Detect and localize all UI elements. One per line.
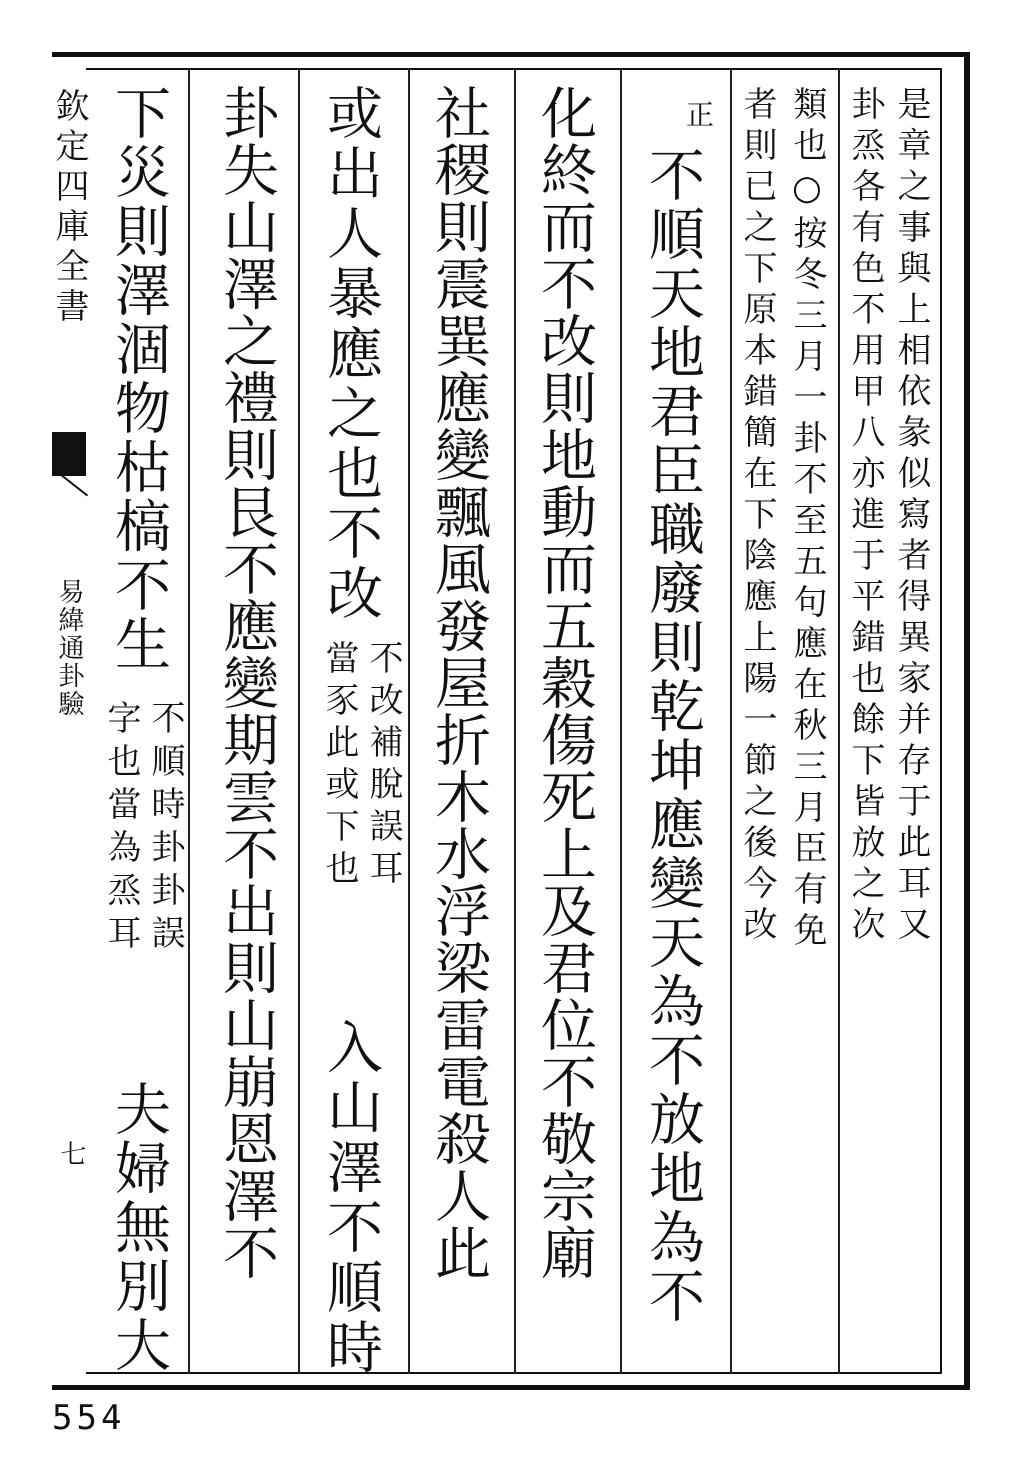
text-column-9: 卦失山澤之禮則艮不應變期雲不出則山崩恩澤不 xyxy=(214,84,279,1281)
margin-book-title: 易緯通卦驗 xyxy=(54,578,84,718)
column-rule xyxy=(298,68,300,1374)
column-rule xyxy=(730,68,732,1374)
text-column-8-tail: 入山澤不順時 xyxy=(318,1018,383,1378)
column-rule xyxy=(514,68,516,1374)
text-column-3: 類也○按冬三月一卦不至五句應在秋三月臣有免 xyxy=(787,86,827,953)
column-rule xyxy=(838,68,840,1374)
column-rule xyxy=(620,68,622,1374)
annotation-8-left: 當豕此或下也 xyxy=(319,640,359,892)
margin-header: 欽定四庫全書 xyxy=(49,88,89,328)
text-column-2: 卦烝各有色不用甲八亦進于平錯也餘下皆放之次 xyxy=(845,86,885,947)
margin-black-mark xyxy=(52,432,86,476)
text-column-5: 不順天地君臣職廢則乾坤應變天為不放地為不 xyxy=(640,146,705,1326)
text-column-10-main: 下災則澤涸物枯槁不生 xyxy=(106,84,171,674)
annotation-10-left: 字也當為烝耳 xyxy=(101,700,141,958)
page-number: 554 xyxy=(52,1398,126,1438)
margin-leaf-number: 七 xyxy=(56,1140,86,1168)
column-rule xyxy=(188,68,190,1374)
text-column-10-tail: 夫婦無別大 xyxy=(106,1080,171,1375)
text-column-7: 社稷則震巽應變飄風發屋折木水浮梁雷電殺人此 xyxy=(426,84,491,1281)
correction-note: 正 xyxy=(682,100,715,135)
column-rule xyxy=(408,68,410,1374)
text-column-4: 者則已之下原本錯簡在下陰應上陽一節之後今改 xyxy=(737,86,777,947)
annotation-10-right: 不順時卦卦誤 xyxy=(145,700,185,958)
annotation-8-right: 不改補脫誤耳 xyxy=(363,640,403,892)
text-column-8-main: 或出人暴應之也不改 xyxy=(318,84,383,624)
text-column-6: 化終而不改則地動而五穀傷死上及君位不敬宗廟 xyxy=(532,84,597,1281)
text-column-1: 是章之事與上相依彖似寫者得異家并存于此耳又 xyxy=(891,86,931,947)
